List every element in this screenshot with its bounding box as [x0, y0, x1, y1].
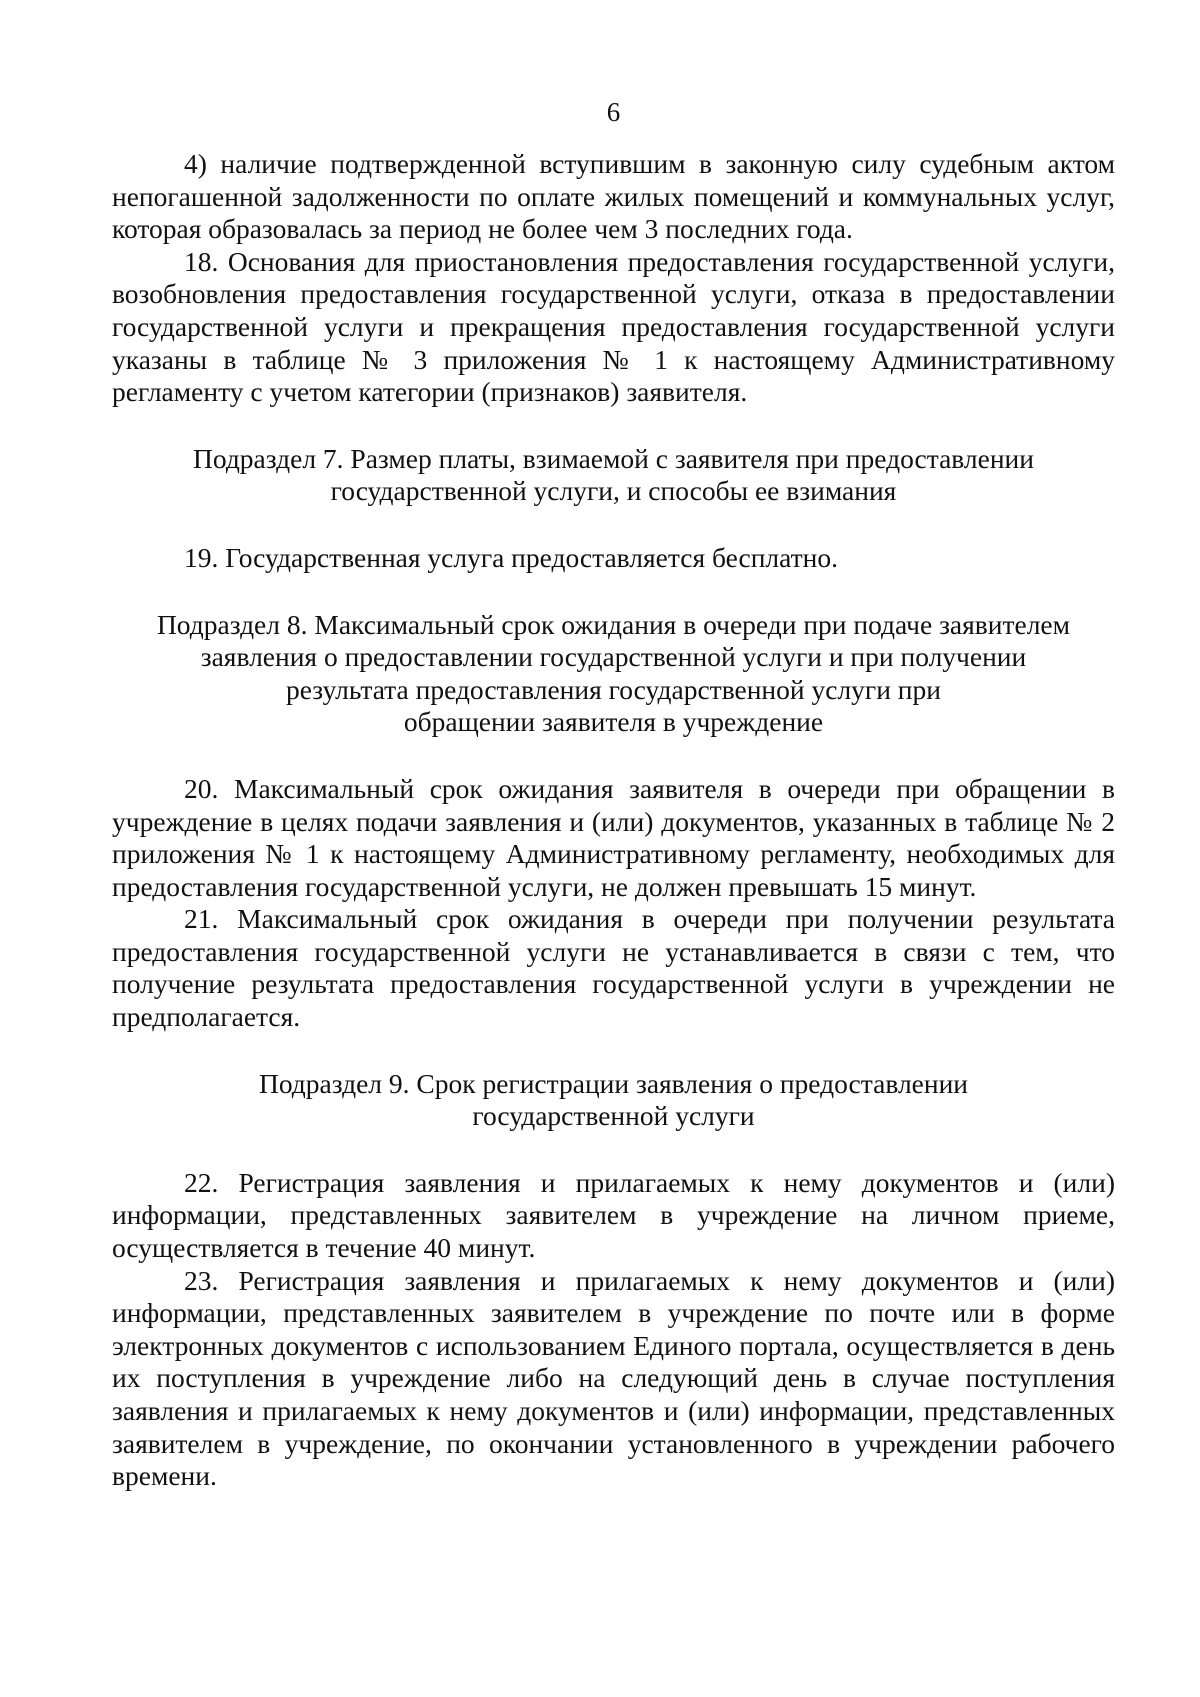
page-number: 6: [606, 97, 621, 127]
subsection-8-line-2: заявления о предоставлении государственной услуги и при получении: [200, 641, 1027, 673]
subsection-7-heading: [112, 443, 1115, 508]
subsection-9-line-1: Подраздел 9. Срок регистрации заявления о предоставлении: [258, 1067, 969, 1099]
paragraph-item-4: 4) наличие подтвержденной вступившим в законную силу судебным актом непогашенной задолженности по оплате жилых помещений и коммунальных услуг, которая образовалась за период не более чем 3 последних года.: [112, 148, 1115, 245]
paragraph-23: 23. Регистрация заявления и прилагаемых к нему документов и (или) информации, представленных заявителем в учреждение по почте или в форме электронных документов с использованием Единого портала, осуществляется в день их поступления в учреждение либо на следующий день в случае поступления заявления и прилагаемых к нему документов и (или) информации, представленных заявителем в учреждение, по окончании установленного в учреждении рабочего времени.: [112, 1264, 1115, 1492]
paragraph-20: 20. Максимальный срок ожидания заявителя в очереди при обращении в учреждение в целях подачи заявления и (или) документов, указанных в таблице № 2 приложения № 1 к настоящему Административному регламенту, необходимых для предоставления государственной услуги, не должен превышать 15 минут.: [112, 772, 1115, 902]
paragraph-19: 19. Государственная услуга предоставляется бесплатно.: [184, 541, 838, 573]
subsection-9-heading: [112, 1068, 1115, 1133]
paragraph-21: 21. Максимальный срок ожидания в очереди при получении результата предоставления государственной услуги не устанавливается в связи с тем, что получение результата предоставления государственной услуги в учреждении не предполагается.: [112, 903, 1115, 1033]
paragraph-18: 18. Основания для приостановления предоставления государственной услуги, возобновления предоставления государственной услуги, отказа в предоставлении государственной услуги и прекращения предоставления государственной услуги указаны в таблице № 3 приложения № 1 к настоящему Административному регламенту с учетом категории (признаков) заявителя.: [112, 245, 1115, 408]
paragraph-22: 22. Регистрация заявления и прилагаемых к нему документов и (или) информации, представленных заявителем в учреждение на личном приеме, осуществляется в течение 40 минут.: [112, 1166, 1115, 1264]
subsection-8-line-3: результата предоставления государственной услуги при: [286, 673, 941, 705]
subsection-7-line-1: Подраздел 7. Размер платы, взимаемой с заявителя при предоставлении: [193, 442, 1034, 474]
subsection-9-line-2: государственной услуги: [472, 1100, 755, 1132]
subsection-7-line-2: государственной услуги, и способы ее взимания: [330, 475, 897, 507]
subsection-8-heading: [112, 609, 1115, 739]
subsection-8-line-4: обращении заявителя в учреждение: [403, 706, 824, 738]
subsection-8-line-1: Подраздел 8. Максимальный срок ожидания в очереди при подаче заявителем: [156, 608, 1071, 640]
